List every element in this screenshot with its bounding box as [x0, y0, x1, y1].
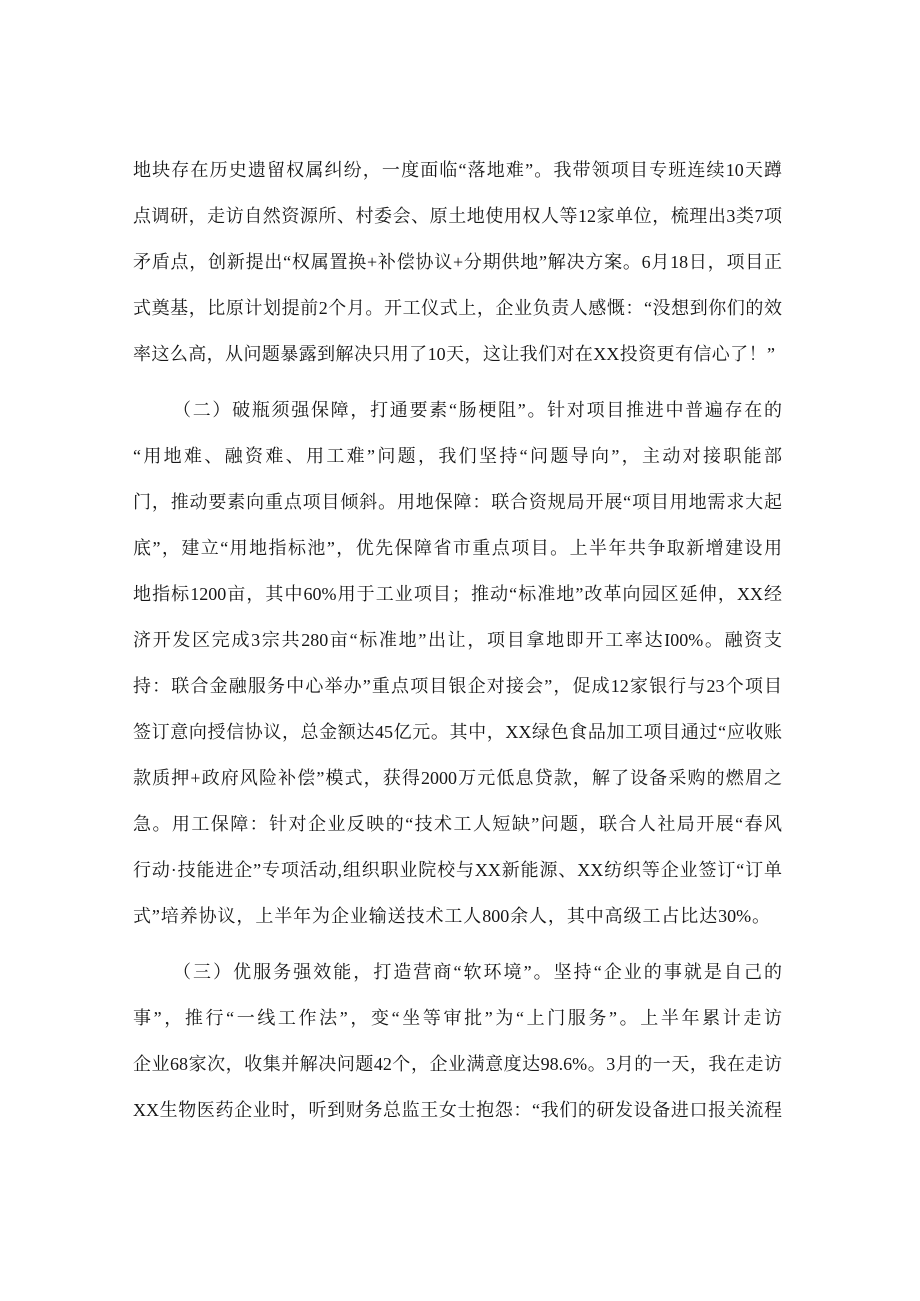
- paragraph-section-three: [133, 949, 782, 1133]
- text-line: 门，推动要素向重点项目倾斜。用地保障：联合资规局开展“项目用地需求大起: [133, 492, 782, 512]
- text-line: 式”培养协议，上半年为企业输送技术工人800余人，其中高级工占比达30%。: [133, 906, 770, 926]
- text-line: 点调研，走访自然资源所、村委会、原土地使用权人等12家单位，梳理出3类7项: [133, 206, 782, 226]
- text-line: 款质押+政府风险补偿”模式，获得2000万元低息贷款，解了设备采购的燃眉之: [133, 768, 782, 788]
- text-line: 签订意向授信协议，总金额达45亿元。其中，XX绿色食品加工项目通过“应收账: [133, 722, 782, 742]
- section-heading-line: （三）优服务强效能，打造营商“软环境”。坚持“企业的事就是自己的: [173, 962, 782, 982]
- text-line: 急。用工保障：针对企业反映的“技术工人短缺”问题，联合人社局开展“春风: [133, 814, 782, 834]
- body-text: [133, 147, 782, 1133]
- text-line: 行动·技能进企”专项活动,组织职业院校与XX新能源、XX纺织等企业签订“订单: [133, 860, 782, 880]
- text-line: 式奠基，比原计划提前2个月。开工仪式上，企业负责人感慨：“没想到你们的效: [133, 298, 782, 318]
- text-line: “用地难、融资难、用工难”问题，我们坚持“问题导向”，主动对接职能部: [133, 446, 782, 466]
- text-line: 事”，推行“一线工作法”，变“坐等审批”为“上门服务”。上半年累计走访: [133, 1008, 782, 1028]
- text-line: 持：联合金融服务中心举办”重点项目银企对接会”，促成12家银行与23个项目: [133, 676, 782, 696]
- text-line: 地块存在历史遗留权属纠纷，一度面临“落地难”。我带领项目专班连续10天蹲: [133, 160, 782, 180]
- text-line: 矛盾点，创新提出“权属置换+补偿协议+分期供地”解决方案。6月18日，项目正: [133, 252, 782, 272]
- text-line: XX生物医药企业时，听到财务总监王女士抱怨：“我们的研发设备进口报关流程: [133, 1100, 782, 1120]
- section-heading-line: （二）破瓶须强保障，打通要素“肠梗阻”。针对项目推进中普遍存在的: [173, 400, 782, 420]
- text-line: 率这么高，从问题暴露到解决只用了10天，这让我们对在XX投资更有信心了！”: [133, 344, 775, 364]
- text-line: 济开发区完成3宗共280亩“标准地”出让，项目拿地即开工率达I00%。融资支: [133, 630, 782, 650]
- paragraph-section-two: [133, 387, 782, 939]
- paragraph-continuation: [133, 147, 782, 377]
- text-line: 企业68家次，收集并解决问题42个，企业满意度达98.6%。3月的一天，我在走访: [133, 1054, 782, 1074]
- text-line: 地指标1200亩，其中60%用于工业项目；推动“标准地”改革向园区延伸，XX经: [133, 584, 782, 604]
- text-line: 底”，建立“用地指标池”，优先保障省市重点项目。上半年共争取新增建设用: [133, 538, 782, 558]
